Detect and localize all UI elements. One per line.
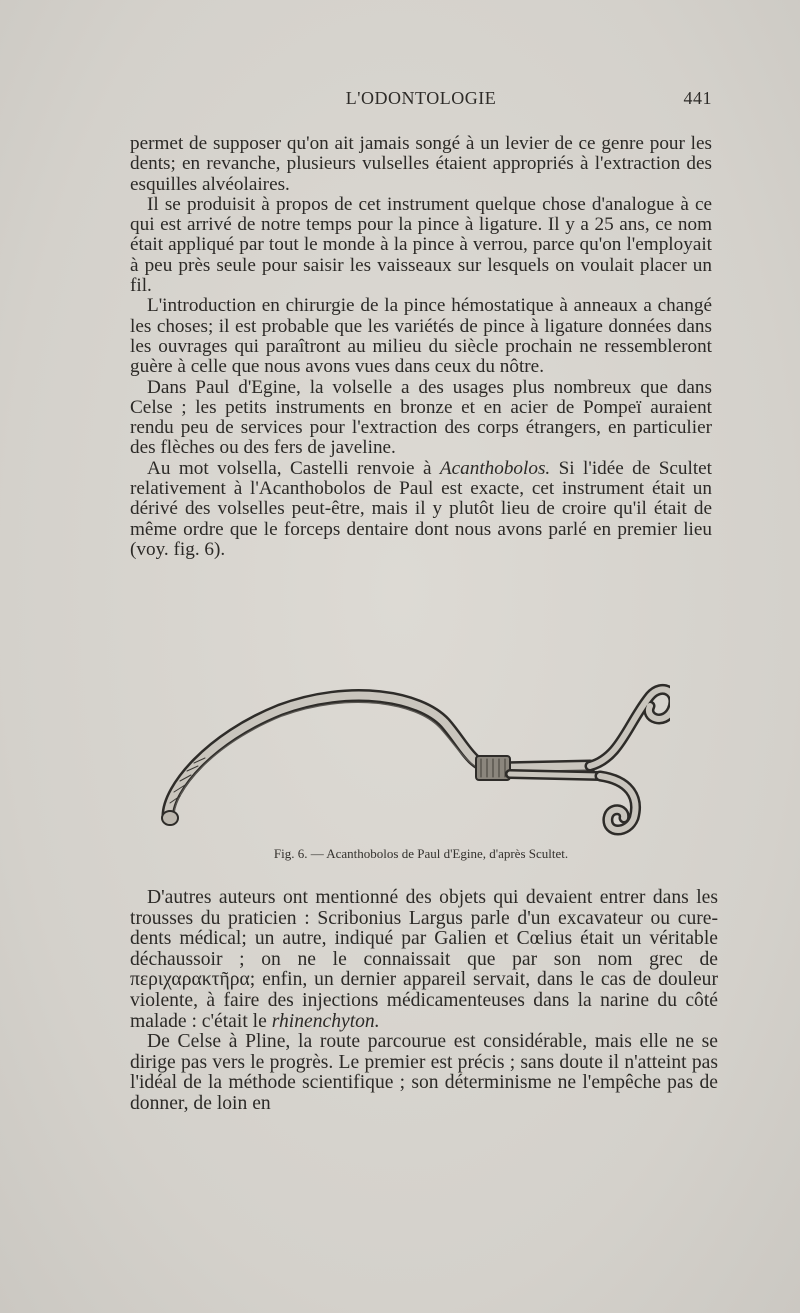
text-block-top xyxy=(130,134,712,560)
paragraph-ligature: Il se produisit à propos de cet instrument quelque chose d'analogue à ce qui est arrivé de notre temps pour la pince à ligature. Il y a 25 ans, ce nom était appliqué par tout le monde à la pince à verrou, parce qu'on l'employait à peu près seule pour saisir les vaisseaux sur lesquels on voulait placer un fil. xyxy=(130,193,712,297)
caption-label: Fig. 6. xyxy=(273,846,308,861)
running-title: L'ODONTOLOGIE xyxy=(345,88,497,108)
greek-term: περιχαρακτῆρα xyxy=(130,969,250,991)
figure-caption xyxy=(130,846,712,862)
running-head xyxy=(130,88,712,114)
text-block-bottom xyxy=(130,888,718,1115)
paragraph-continuation: permet de supposer qu'on ait jamais songé à un levier de ce genre pour les dents; en revanche, plusieurs vulselles étaient appropriés à l'extraction des esquilles alvéolaires. xyxy=(130,133,712,195)
paragraph-volsella xyxy=(130,459,712,560)
paragraph-paul-egine: Dans Paul d'Egine, la volselle a des usages plus nombreux que dans Celse ; les petits instruments en bronze et en acier de Pompeï auraient rendu peu de services pour l'extraction des corps étrangers, en particulier des flèches ou des fers de javeline. xyxy=(130,376,712,459)
paragraph-other-authors xyxy=(130,888,718,1032)
volsella-text-before: Au mot volsella, Castelli renvoie à xyxy=(147,457,440,479)
page-number: 441 xyxy=(683,88,712,108)
authors-text-before: D'autres auteurs ont mentionné des objets qui devaient entrer dans les trousses du praticien : Scribonius Largus parle d'un excavateur ou cure-dents médical; un autre, indiqué par Galien et Cœlius était un véritable déchaussoir ; on ne le connaissait que par son nom grec de xyxy=(130,887,718,970)
paragraph-celse-pline: De Celse à Pline, la route parcourue est considérable, mais elle ne se dirige pas vers le progrès. Le premier est précis ; sans doute il n'atteint pas l'idéal de la méthode scientifique ; son déterminisme ne l'empêche pas de donner, de loin en xyxy=(130,1031,718,1114)
volsella-italic-term: Acanthobolos. xyxy=(439,457,551,479)
authors-text-middle: ; enfin, un dernier appareil servait, dans le cas de douleur violente, à faire des injections médicamenteuses dans la narine du côté malade : c'était le xyxy=(130,969,718,1032)
rhinenchyton-term: rhinenchyton. xyxy=(271,1010,380,1032)
acanthobolos-illustration xyxy=(150,668,670,838)
paragraph-hemostatic: L'introduction en chirurgie de la pince hémostatique à anneaux a changé les choses; il est probable que les variétés de pince à ligature données dans les ouvrages qui paraîtront au milieu du siècle prochain ne ressembleront guère à celle que nous avons vues dans ceux du nôtre. xyxy=(130,295,712,378)
caption-text: — Acanthobolos de Paul d'Egine, d'après Scultet. xyxy=(307,846,569,861)
volsella-text-after: Si l'idée de Scultet relativement à l'Acanthobolos de Paul est exacte, cet instrument était un dérivé des volselles peut-être, mais il y plutôt lieu de croire qu'il était de même ordre que le forceps dentaire dont nous avons parlé en premier lieu (voy. fig. 6). xyxy=(130,457,712,560)
